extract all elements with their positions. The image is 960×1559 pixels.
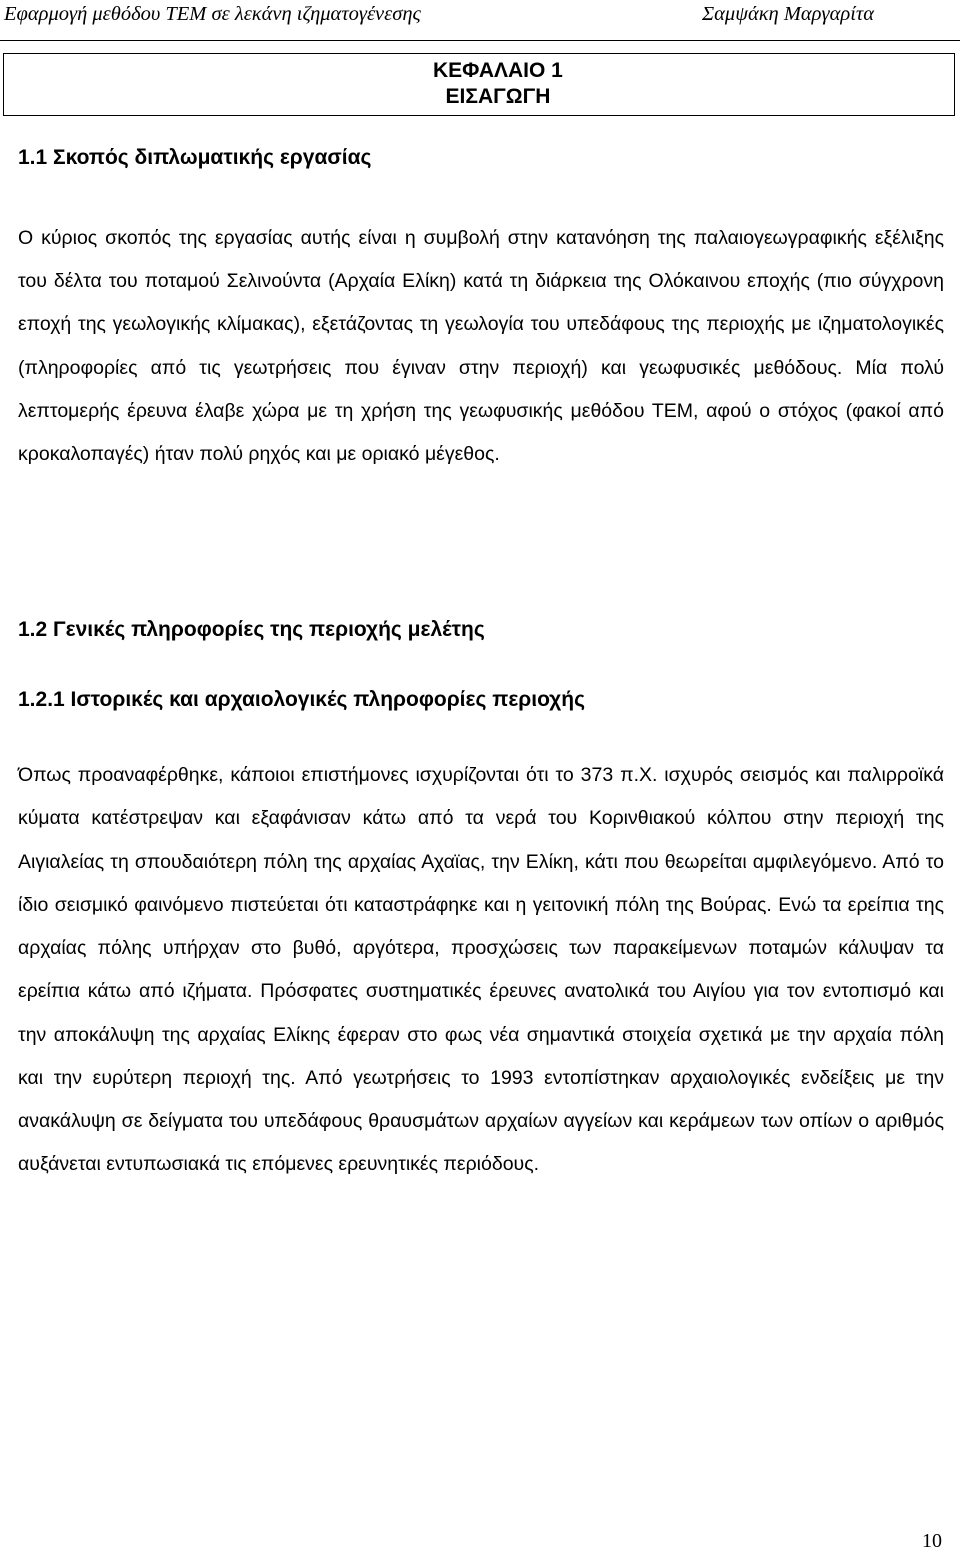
section-1-1-paragraph: Ο κύριος σκοπός της εργασίας αυτής είναι η συμβολή στην κατανόηση της παλαιογεωγραφικής εξέλιξης του δέλτα του ποταμού Σελινούντα (Αρχαία Ελίκη) κατά τη διάρκεια της Ολόκαινου εποχής (πιο σύγχρονη εποχή της γεωλογικής κλίμακας), εξετάζοντας τη γεωλογία του υπεδάφους της περιοχής με ιζηματολογικές (πληροφορίες από τις γεωτρήσεις που έγιναν στην περιοχή) και γεωφυσικές μεθόδους. Μία πολύ λεπτομερής έρευνα έλαβε χώρα με τη χρήση της γεωφυσικής μεθόδου ΤΕΜ, αφού ο στόχος (φακοί από κροκαλοπαγές) ήταν πολύ ρηχός και με οριακό μέγεθος. [18,227,944,466]
page-number: 10 [922,1530,942,1552]
section-heading-1-2: 1.2 Γενικές πληροφορίες της περιοχής μελέτης [18,618,485,641]
section-heading-1-1: 1.1 Σκοπός διπλωματικής εργασίας [18,146,372,169]
running-header [0,0,960,41]
section-1-2-1-paragraph: Όπως προαναφέρθηκε, κάποιοι επιστήμονες ισχυρίζονται ότι το 373 π.Χ. ισχυρός σεισμός και παλιρροϊκά κύματα κατέστρεψαν και εξαφάνισαν κάτω από τα νερά του Κορινθιακού κόλπου στην περιοχή της Αιγιαλείας τη σπουδαιότερη πόλη της αρχαίας Αχαϊας, την Ελίκη, κάτι που θεωρείται αμφιλεγόμενο. Από το ίδιο σεισμικό φαινόμενο πιστεύεται ότι καταστράφηκε και η γειτονική πόλη της Βούρας. Ενώ τα ερείπια της αρχαίας πόλης υπήρχαν στο βυθό, αργότερα, προσχώσεις των παρακείμενων ποταμών κάλυψαν τα ερείπια κάτω από ιζήματα. Πρόσφατες συστηματικές έρευνες ανατολικά του Αιγίου για τον εντοπισμό και την αποκάλυψη της αρχαίας Ελίκης έφεραν στο φως νέα σημαντικά στοιχεία σχετικά με την αρχαία πόλη και την ευρύτερη περιοχή της. Από γεωτρήσεις το 1993 εντοπίστηκαν αρχαιολογικές ενδείξεις με την ανακάλυψη σε δείγματα του υπεδάφους θραυσμάτων αρχαίων αγγείων και κεράμεων των οπίων ο αριθμός αυξάνεται εντυπωσιακά τις επόμενες ερευνητικές περιόδους. [18,764,944,1176]
chapter-heading [433,58,563,110]
header-document-title: Εφαρμογή μεθόδου ΤΕΜ σε λεκάνη ιζηματογένεσης [4,3,421,25]
chapter-title: ΕΙΣΑΓΩΓΗ [445,85,551,108]
section-heading-1-2-1: 1.2.1 Ιστορικές και αρχαιολογικές πληροφορίες περιοχής [18,688,586,711]
chapter-number: ΚΕΦΑΛΑΙΟ 1 [433,59,563,82]
header-author: Σαμψάκη Μαργαρίτα [701,3,874,25]
